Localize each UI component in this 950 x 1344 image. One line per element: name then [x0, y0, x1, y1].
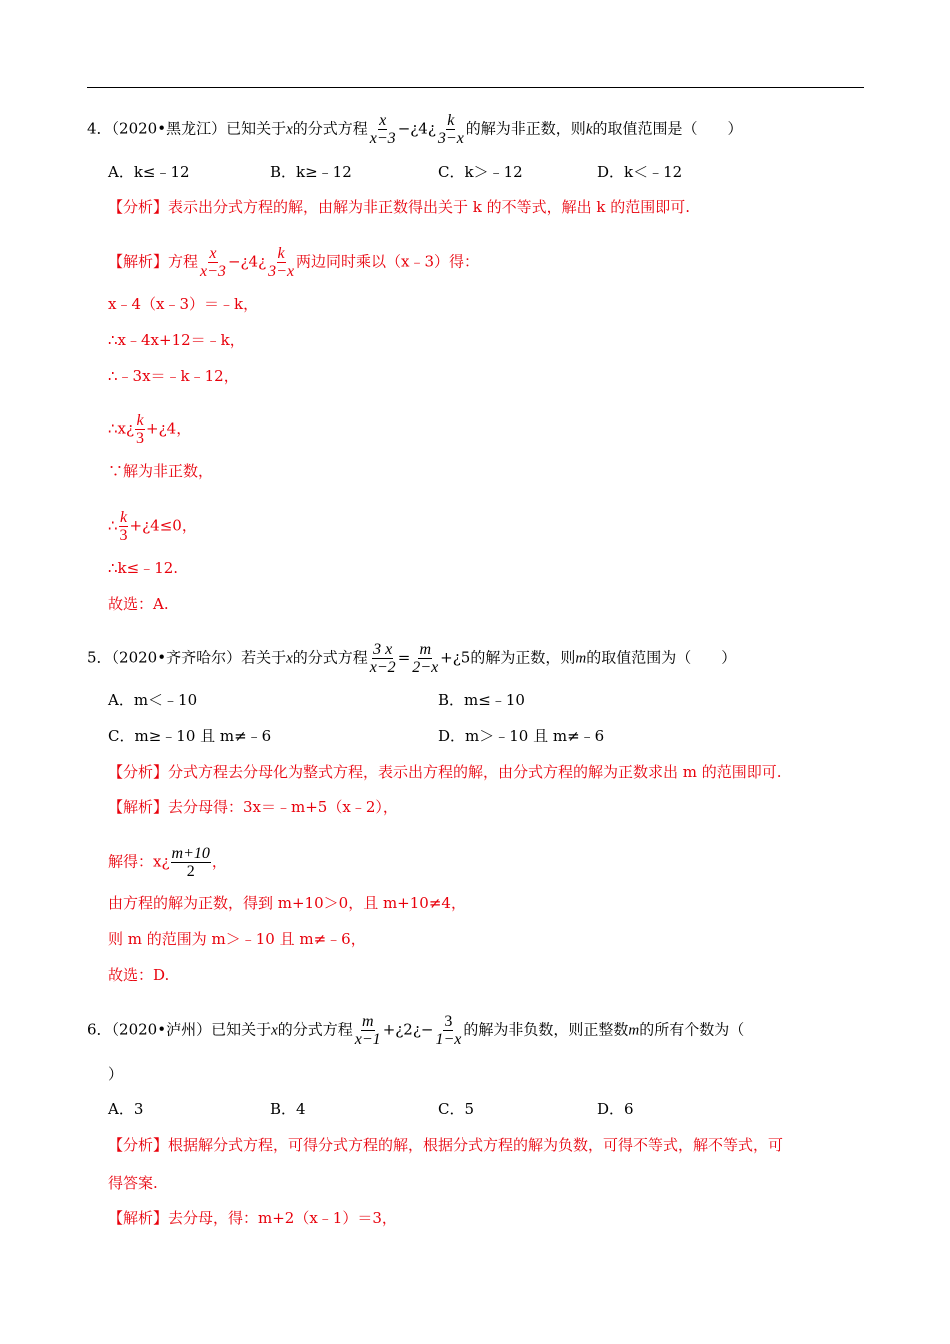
- solution-step: x﹣4（x﹣3）＝﹣k，: [108, 295, 259, 313]
- option-d: D．m＞﹣10 且 m≠﹣6: [438, 727, 605, 745]
- analysis-label: 【分析】: [108, 1136, 169, 1154]
- fraction: $\frac{m+10}{2}$: [171, 845, 210, 880]
- option-b: B．m≤﹣10: [438, 691, 525, 709]
- analysis-label: 【分析】: [108, 763, 169, 781]
- header-rule: [87, 87, 864, 88]
- analysis-cont: 得答案.: [108, 1174, 158, 1192]
- question-source: （2020•齐齐哈尔）: [111, 648, 242, 667]
- solution-line: 【解析】去分母得：3x＝﹣m+5（x﹣2），: [108, 798, 398, 816]
- option-a: A．k≤﹣12: [108, 163, 190, 181]
- solution-label: 【解析】: [108, 798, 169, 816]
- option-a: A．m＜﹣10: [108, 691, 198, 709]
- solution-label: 【解析】: [108, 252, 169, 271]
- fraction: $\frac{k}{3-x}$: [437, 112, 464, 147]
- solution-step: 解得：x¿ $\frac{m+10}{2}$ ，: [108, 845, 227, 880]
- fraction: $\frac{k}{3}$: [136, 412, 145, 447]
- solution-label: 【解析】: [108, 1209, 169, 1227]
- option-a: A．3: [108, 1100, 144, 1118]
- option-b: B．4: [270, 1100, 306, 1118]
- option-d: D．k＜﹣12: [597, 163, 683, 181]
- fraction: $\frac{x}{x-3}$: [200, 245, 226, 280]
- fraction: $\frac{m}{x-1}$: [354, 1013, 381, 1048]
- option-b: B．k≥﹣12: [270, 163, 352, 181]
- question-number: 5．: [87, 648, 112, 667]
- solution-line: 【解析】方程 $\frac{x}{x-3}$ −¿4¿ $\frac{k}{3-x}$ 两边同时乘以（x﹣3）得：: [108, 245, 480, 280]
- solution-step: 由方程的解为正数，得到 m+10＞0，且 m+10≠4，: [108, 894, 466, 912]
- solution-step: ∵解为非正数，: [108, 462, 214, 480]
- question-6-stem: 6．（2020•泸州）已知关于x的分式方程 $\frac{m}{x-1}$ +¿2¿− $\frac{3}{1-x}$ 的解为非负数，则正整数m的所有个数为（: [87, 1013, 745, 1048]
- question-source: （2020•黑龙江）: [111, 119, 227, 138]
- solution-step: ∴x﹣4x+12＝﹣k，: [108, 331, 245, 349]
- solution-step: 则 m 的范围为 m＞﹣10 且 m≠﹣6，: [108, 930, 366, 948]
- fraction: $\frac{3 x}{x-2}$: [369, 641, 396, 676]
- option-c: C．5: [438, 1100, 475, 1118]
- answer: 故选：A.: [108, 595, 169, 613]
- solution-step: ∴k≤﹣12.: [108, 559, 179, 577]
- question-number: 4．: [87, 119, 112, 138]
- fraction: $\frac{k}{3}$: [119, 509, 128, 544]
- fraction: $\frac{m}{2-x}$: [412, 641, 439, 676]
- analysis-label: 【分析】: [108, 198, 169, 216]
- solution-step: ∴x¿ $\frac{k}{3}$ +¿4，: [108, 412, 192, 447]
- analysis: 【分析】根据解分式方程，可得分式方程的解，根据分式方程的解为负数，可得不等式，解不等式，可: [108, 1136, 784, 1154]
- fraction: $\frac{x}{x-3}$: [369, 112, 396, 147]
- option-d: D．6: [597, 1100, 634, 1118]
- fraction: $\frac{3}{1-x}$: [435, 1013, 462, 1048]
- solution-step: ∴ $\frac{k}{3}$ +¿4≤0，: [108, 509, 197, 544]
- question-6-stem-cont: ）: [108, 1065, 124, 1083]
- answer: 故选：D.: [108, 966, 170, 984]
- solution-step: ∴﹣3x＝﹣k﹣12，: [108, 367, 239, 385]
- question-5-stem: 5．（2020•齐齐哈尔）若关于x的分式方程 $\frac{3 x}{x-2}$ = $\frac{m}{2-x}$ +¿5的解为正数，则m的取值范围为（ ）: [87, 641, 737, 676]
- option-c: C．m≥﹣10 且 m≠﹣6: [108, 727, 272, 745]
- question-source: （2020•泸州）: [111, 1020, 212, 1039]
- analysis: 【分析】分式方程去分母化为整式方程，表示出方程的解，由分式方程的解为正数求出 m 的范围即可.: [108, 763, 782, 781]
- fraction: $\frac{k}{3-x}$: [268, 245, 295, 280]
- analysis: 【分析】表示出分式方程的解，由解为非正数得出关于 k 的不等式，解出 k 的范围即可.: [108, 198, 691, 216]
- question-4-stem: 4．（2020•黑龙江）已知关于x的分式方程 $\frac{x}{x-3}$ −¿4¿ $\frac{k}{3-x}$ 的解为非正数，则k的取值范围是（ ）: [87, 112, 743, 147]
- option-c: C．k＞﹣12: [438, 163, 523, 181]
- solution-line: 【解析】去分母，得：m+2（x﹣1）＝3，: [108, 1209, 397, 1227]
- question-number: 6．: [87, 1020, 112, 1039]
